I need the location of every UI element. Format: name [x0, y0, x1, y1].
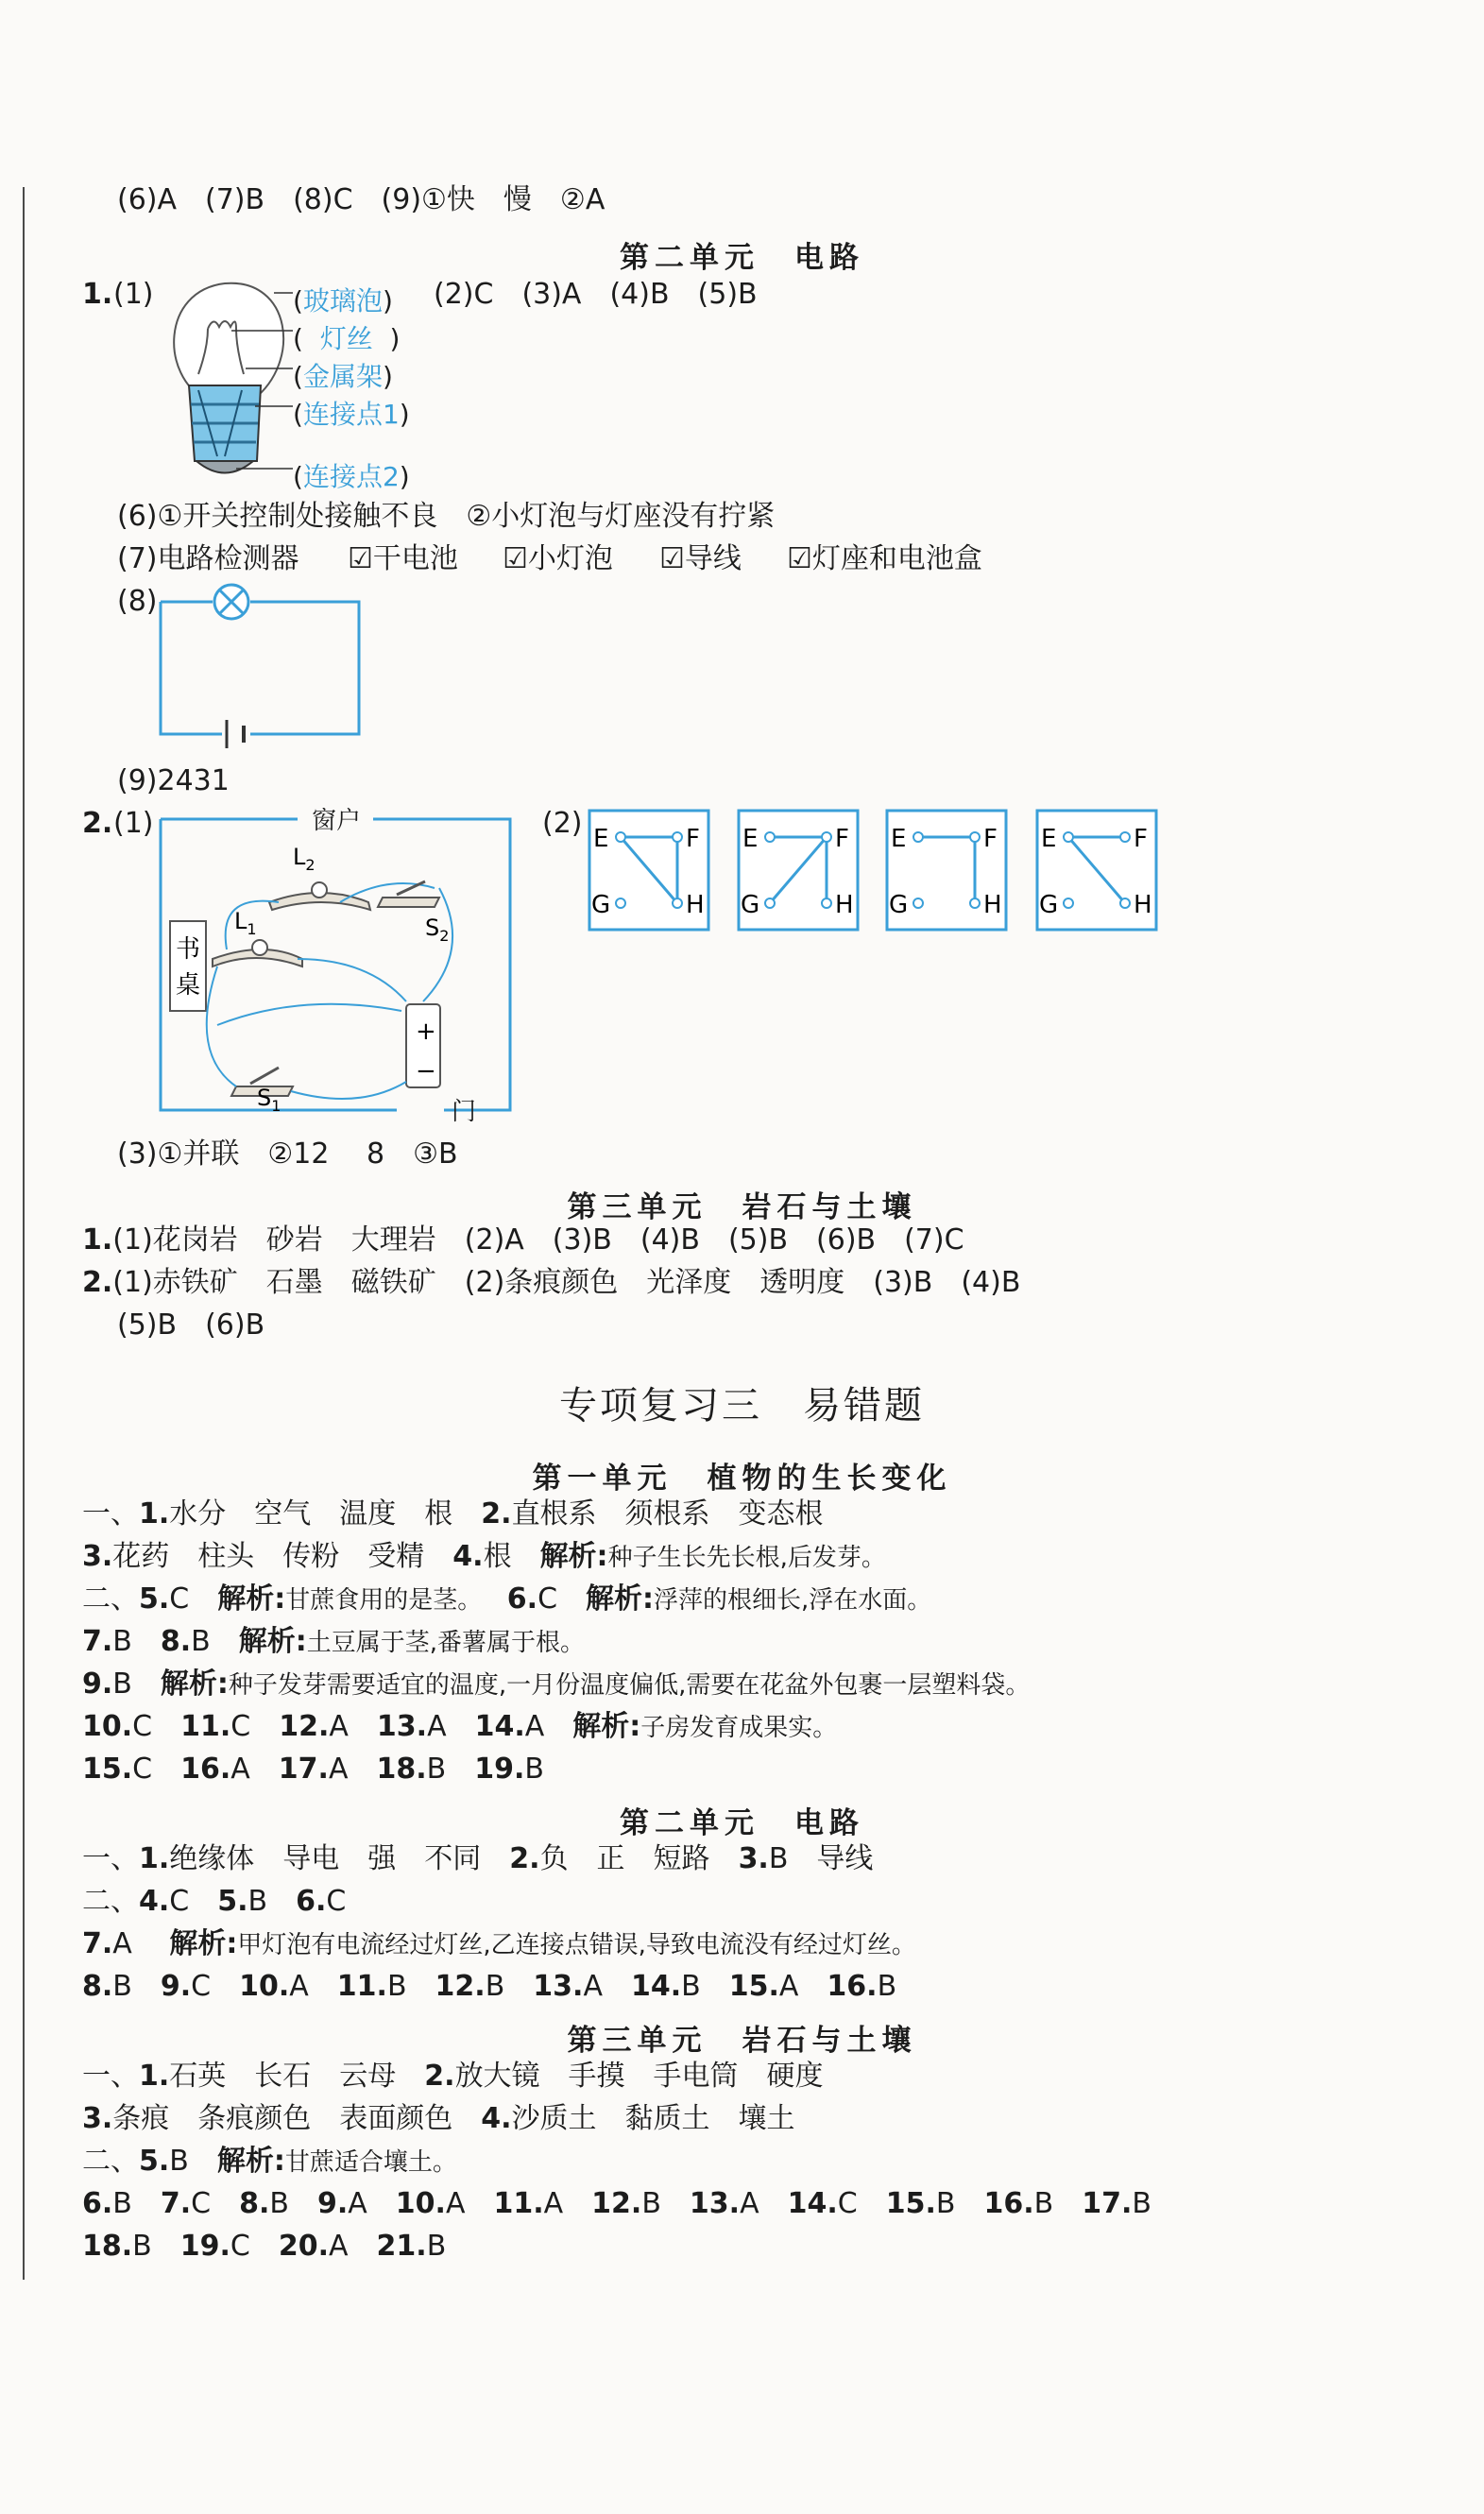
answer-line: (2)C (3)A (4)B (5)B: [434, 278, 758, 311]
l1-label: $L_1$: [234, 908, 257, 938]
svg-text:E: E: [1041, 825, 1057, 853]
svg-text:F: F: [1134, 825, 1148, 853]
answer-line: 7.B 8.B 解析:土豆属于茎,番薯属于根。: [82, 1625, 586, 1658]
question-number: 2.: [82, 807, 113, 840]
simple-circuit-diagram: [151, 578, 368, 748]
section-heading: 第二单元 电路: [620, 241, 864, 275]
margin-rule: [23, 187, 25, 2280]
svg-text:G: G: [591, 891, 611, 919]
answer-line: 15.C 16.A 17.A 18.B 19.B: [82, 1753, 544, 1786]
part-label: (1): [113, 807, 154, 840]
switch-box-4: [1035, 809, 1158, 932]
checked-item: ☑干电池: [348, 542, 458, 575]
answer-line: (9)2431: [117, 764, 230, 797]
bulb-label-paren: (金属架): [293, 361, 393, 392]
svg-text:G: G: [889, 891, 909, 919]
switch-box-3: [885, 809, 1008, 932]
bulb-label: 金属架: [302, 361, 383, 392]
answer-line: 1.(1)花岗岩 砂岩 大理岩 (2)A (3)B (4)B (5)B (6)B (7)C: [82, 1223, 964, 1257]
section-heading: 第一单元 植物的生长变化: [532, 1462, 952, 1496]
answer-line: 二、5.C 解析:甘蔗食用的是茎。 6.C 解析:浮萍的根细长,浮在水面。: [82, 1582, 932, 1616]
part-label: (2): [542, 807, 583, 840]
section-heading: 第三单元 岩石与土壤: [567, 2024, 917, 2058]
answer-line: 8.B 9.C 10.A 11.B 12.B 13.A 14.B 15.A 16.B: [82, 1970, 897, 2003]
answer-line: 7.A 解析:甲灯泡有电流经过灯丝,乙连接点错误,导致电流没有经过灯丝。: [82, 1927, 916, 1960]
battery-plus: +: [416, 1018, 436, 1046]
answer-line: 9.B 解析:种子发芽需要适宜的温度,一月份温度偏低,需要在花盆外包裹一层塑料袋。: [82, 1667, 1031, 1701]
question-number: 1.: [82, 278, 113, 311]
battery-minus: −: [416, 1057, 436, 1086]
room-circuit-diagram: [151, 808, 529, 1129]
section-heading: 第三单元 岩石与土壤: [567, 1190, 917, 1224]
bulb-label: 灯丝: [319, 323, 373, 354]
answer-line: 一、1.水分 空气 温度 根 2.直根系 须根系 变态根: [82, 1497, 824, 1531]
answer-line: 一、1.石英 长石 云母 2.放大镜 手摸 手电筒 硬度: [82, 2060, 824, 2093]
svg-text:H: H: [983, 891, 1002, 919]
window-label: 窗户: [312, 808, 362, 835]
bulb-label-paren: (连接点1): [293, 399, 410, 430]
svg-text:F: F: [835, 825, 849, 853]
answer-line: 18.B 19.C 20.A 21.B: [82, 2230, 447, 2263]
answer-line: (6)A (7)B (8)C (9)①快 慢 ②A: [117, 183, 606, 216]
bulb-label-paren: (连接点2): [293, 461, 410, 492]
answer-line: 2.(1)赤铁矿 石墨 磁铁矿 (2)条痕颜色 光泽度 透明度 (3)B (4)B: [82, 1266, 1021, 1299]
answer-line: 二、4.C 5.B 6.C: [82, 1885, 347, 1918]
svg-text:F: F: [686, 825, 700, 853]
svg-text:F: F: [983, 825, 998, 853]
section-heading: 第二单元 电路: [620, 1806, 864, 1840]
svg-text:G: G: [1039, 891, 1059, 919]
answer-line: (6)①开关控制处接触不良 ②小灯泡与灯座没有拧紧: [117, 500, 776, 533]
svg-text:H: H: [686, 891, 705, 919]
svg-text:H: H: [1134, 891, 1152, 919]
door-label: 门: [452, 1098, 477, 1126]
s1-label: $S_1$: [257, 1085, 281, 1115]
l2-label: $L_2$: [293, 844, 316, 874]
bulb-label: 玻璃泡: [302, 285, 383, 316]
switch-box-2: [737, 809, 860, 932]
bulb-label: 连接点2: [302, 461, 400, 492]
section-title: 专项复习三 易错题: [559, 1384, 925, 1428]
checked-item: ☑导线: [659, 542, 742, 575]
switch-box-1: [588, 809, 710, 932]
answer-line: 3.条痕 条痕颜色 表面颜色 4.沙质土 黏质土 壤土: [82, 2102, 795, 2135]
checked-item: ☑小灯泡: [503, 542, 613, 575]
bulb-label-paren: ( 灯丝 ): [293, 323, 401, 354]
bulb-diagram: [151, 272, 312, 494]
answer-line: 一、1.绝缘体 导电 强 不同 2.负 正 短路 3.B 导线: [82, 1842, 874, 1875]
answer-line: 6.B 7.C 8.B 9.A 10.A 11.A 12.B 13.A 14.C 15.B 16.B 17.B: [82, 2187, 1151, 2220]
checked-item: ☑灯座和电池盒: [787, 542, 982, 575]
part-label: (8): [117, 585, 158, 618]
part-label: (1): [113, 278, 154, 311]
answer-line: (3)①并联 ②12 8 ③B: [117, 1137, 458, 1171]
svg-text:E: E: [891, 825, 907, 853]
svg-text:G: G: [741, 891, 760, 919]
bulb-label: 连接点1: [302, 399, 400, 430]
s2-label: $S_2$: [425, 915, 450, 945]
answer-line: 10.C 11.C 12.A 13.A 14.A 解析:子房发育成果实。: [82, 1710, 838, 1743]
answer-line: (5)B (6)B: [117, 1308, 265, 1342]
svg-text:H: H: [835, 891, 854, 919]
svg-text:E: E: [742, 825, 759, 853]
answer-line: 二、5.B 解析:甘蔗适合壤土。: [82, 2145, 457, 2178]
answer-line: (7)电路检测器: [117, 542, 299, 575]
desk-label-1: 书: [176, 935, 201, 964]
desk-label-2: 桌: [176, 971, 201, 1000]
svg-text:E: E: [593, 825, 609, 853]
bulb-label-paren: (玻璃泡): [293, 285, 393, 316]
answer-line: 3.花药 柱头 传粉 受精 4.根 解析:种子生长先长根,后发芽。: [82, 1540, 886, 1573]
